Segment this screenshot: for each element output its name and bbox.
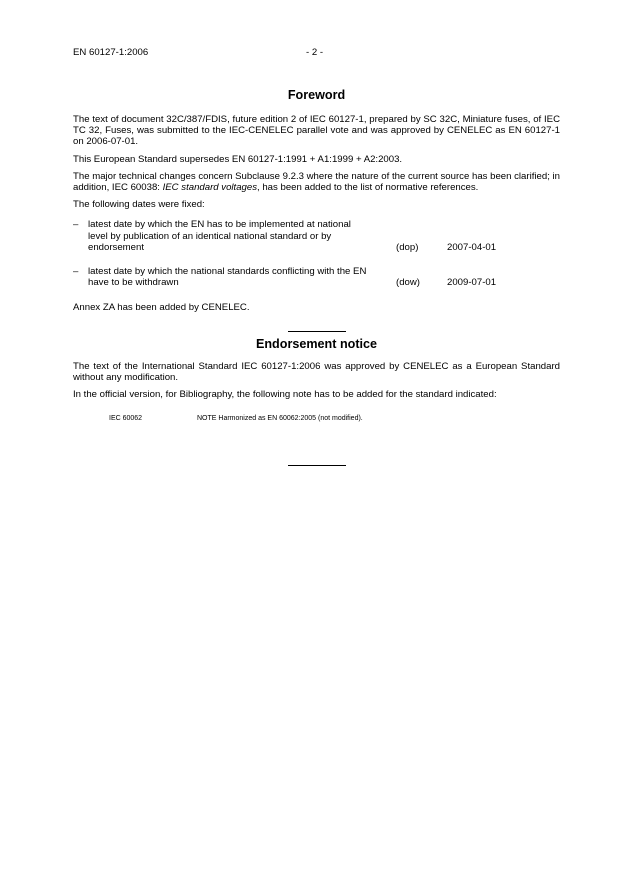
foreword-paragraph-4: The following dates were fixed: [73, 199, 205, 211]
foreword-title: Foreword [287, 88, 346, 102]
endorsement-paragraph-2: In the official version, for Bibliography, the following note has to be added for the standard indicated: [73, 389, 497, 401]
endorsement-title: Endorsement notice [255, 336, 378, 351]
endorsement-paragraph-1: The text of the International Standard IEC 60127-1:2006 was approved by CENELEC as a European Standard without any modification. [73, 360, 560, 383]
foreword-paragraph-2: This European Standard supersedes EN 60127-1:1991 + A1:1999 + A2:2003. [73, 153, 403, 165]
note-text: NOTE Harmonized as EN 60062:2005 (not modified). [197, 415, 363, 423]
list-dash: – [73, 266, 79, 278]
page-number: - 2 - [306, 47, 324, 58]
list-dash: – [73, 219, 79, 231]
end-divider [288, 465, 346, 466]
italic-reference: IEC standard voltages [162, 182, 258, 194]
page-content [73, 88, 560, 466]
foreword-paragraph-5: Annex ZA has been added by CENELEC. [73, 302, 250, 314]
date-code: (dop) [396, 241, 419, 253]
foreword-paragraph-1: The text of document 32C/387/FDIS, future edition 2 of IEC 60127-1, prepared by SC 32C, Miniature fuses, of IEC TC 32, Fuses, was submitted to the IEC-CENELEC parallel vote and was approved by CENELEC as EN 60127-1 on 2006-07-01. [73, 114, 560, 148]
date-item-dow [73, 266, 560, 288]
date-value: 2009-07-01 [447, 277, 497, 289]
note-reference: IEC 60062 [109, 415, 143, 423]
bibliography-note [73, 413, 560, 423]
date-value: 2007-04-01 [447, 241, 497, 253]
foreword-paragraph-3: The major technical changes concern Subclause 9.2.3 where the nature of the current source has been clarified; in addition, IEC 60038: IEC standard voltages, has been added to the list of normative references. [73, 170, 560, 194]
date-item-text: latest date by which the national standards conflicting with the EN have to be withdrawn [88, 266, 367, 289]
date-item-text: latest date by which the EN has to be implemented at national level by publication of an identical national standard or by endorsement [88, 219, 351, 253]
doc-id: EN 60127-1:2006 [73, 47, 149, 58]
date-code: (dow) [396, 277, 420, 289]
date-item-dop [73, 219, 560, 253]
page-header [73, 47, 560, 61]
